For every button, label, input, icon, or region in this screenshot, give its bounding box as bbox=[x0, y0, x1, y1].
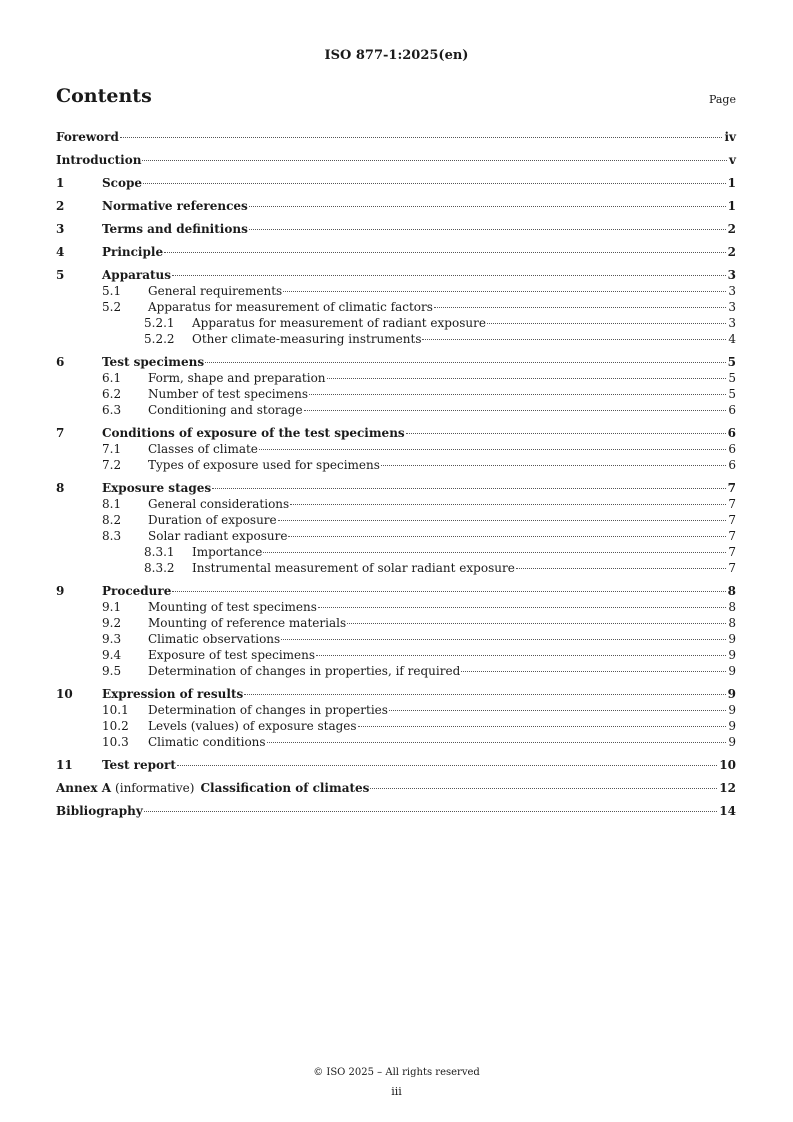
toc-entry-page: 8 bbox=[727, 584, 736, 598]
toc-entry-page: v bbox=[729, 153, 736, 167]
toc-entry-section-4[interactable] bbox=[56, 244, 736, 260]
toc-entry-section-5-2[interactable] bbox=[56, 299, 736, 315]
toc-entry-section-8[interactable] bbox=[56, 480, 736, 496]
dot-leader bbox=[249, 228, 726, 230]
dot-leader bbox=[278, 519, 727, 521]
dot-leader bbox=[172, 590, 725, 592]
dot-leader bbox=[316, 654, 726, 656]
toc-entry-section-6-3[interactable] bbox=[56, 402, 736, 418]
dot-leader bbox=[259, 448, 726, 450]
toc-entry-title: Foreword bbox=[56, 130, 119, 144]
dot-leader bbox=[406, 432, 726, 434]
toc-entry-section-1[interactable] bbox=[56, 175, 736, 191]
toc-entry-number: 2 bbox=[56, 199, 65, 213]
dot-leader bbox=[370, 787, 717, 789]
toc-entry-title: Terms and definitions bbox=[102, 222, 248, 236]
toc-entry-section-7[interactable] bbox=[56, 425, 736, 441]
toc-entry-title: Exposure stages bbox=[102, 481, 212, 495]
toc-entry-annex-a[interactable] bbox=[56, 780, 736, 796]
toc-entry-page: 7 bbox=[727, 481, 736, 495]
toc-entry-section-10-1[interactable] bbox=[56, 702, 736, 718]
toc-entry-section-6-1[interactable] bbox=[56, 370, 736, 386]
toc-entry-page: 9 bbox=[728, 632, 736, 646]
toc-entry-number: 11 bbox=[56, 758, 73, 772]
dot-leader bbox=[288, 535, 726, 537]
toc-entry-section-5-2-2[interactable] bbox=[56, 331, 736, 347]
toc-entry-page: 3 bbox=[728, 300, 736, 314]
dot-leader bbox=[422, 338, 726, 340]
dot-leader bbox=[516, 567, 727, 569]
toc-entry-number: 5 bbox=[56, 268, 65, 282]
toc-entry-number: 8.1 bbox=[102, 497, 122, 511]
toc-entry-number: 4 bbox=[56, 245, 65, 259]
annex-type: (informative) bbox=[115, 781, 195, 795]
toc-entry-page: 12 bbox=[719, 781, 736, 795]
toc-entry-title: Introduction bbox=[56, 153, 142, 167]
contents-title: Contents bbox=[56, 85, 152, 107]
toc-entry-title: Determination of changes in properties, if required bbox=[148, 664, 461, 678]
toc-entry-number: 10.2 bbox=[102, 719, 129, 733]
toc-entry-bibliography[interactable] bbox=[56, 803, 736, 819]
toc-entry-page: 7 bbox=[728, 497, 736, 511]
dot-leader bbox=[487, 322, 726, 324]
toc-entry-number: 8.3 bbox=[102, 529, 122, 543]
toc-entry-page: 14 bbox=[719, 804, 736, 818]
toc-entry-section-5-1[interactable] bbox=[56, 283, 736, 299]
toc-entry-number: 1 bbox=[56, 176, 65, 190]
toc-entry-section-9[interactable] bbox=[56, 583, 736, 599]
toc-entry-section-3[interactable] bbox=[56, 221, 736, 237]
toc-entry-section-5-2-1[interactable] bbox=[56, 315, 736, 331]
toc-entry-section-10-3[interactable] bbox=[56, 734, 736, 750]
toc-entry-section-8-3-2[interactable] bbox=[56, 560, 736, 576]
page-number: iii bbox=[391, 1085, 402, 1098]
toc-entry-title: Importance bbox=[192, 545, 263, 559]
dot-leader bbox=[358, 725, 727, 727]
toc-entry-title: Apparatus bbox=[102, 268, 171, 282]
toc-entry-section-7-1[interactable] bbox=[56, 441, 736, 457]
toc-entry-title: Other climate-measuring instruments bbox=[192, 332, 422, 346]
toc-entry-page: 1 bbox=[727, 199, 736, 213]
toc-entry-title: Exposure of test specimens bbox=[148, 648, 316, 662]
dot-leader bbox=[347, 622, 726, 624]
toc-entry-title: Instrumental measurement of solar radiant exposure bbox=[192, 561, 515, 575]
toc-entry-title: Solar radiant exposure bbox=[148, 529, 288, 543]
toc-entry-title: Climatic conditions bbox=[148, 735, 266, 749]
dot-leader bbox=[172, 274, 726, 276]
toc-entry-title: Scope bbox=[102, 176, 143, 190]
dot-leader bbox=[244, 693, 725, 695]
toc-entry-page: 9 bbox=[728, 648, 736, 662]
dot-leader bbox=[327, 377, 727, 379]
toc-entry-number: 8 bbox=[56, 481, 65, 495]
dot-leader bbox=[290, 503, 726, 505]
toc-entry-page: 6 bbox=[727, 426, 736, 440]
toc-entry-title: Expression of results bbox=[102, 687, 244, 701]
toc-entry-number: 10 bbox=[56, 687, 73, 701]
toc-entry-title: Bibliography bbox=[56, 804, 143, 818]
toc-entry-page: 4 bbox=[728, 332, 736, 346]
dot-leader bbox=[143, 182, 726, 184]
toc-entry-number: 8.3.1 bbox=[144, 545, 175, 559]
toc-entry-page: 2 bbox=[727, 245, 736, 259]
dot-leader bbox=[249, 205, 726, 207]
toc-entry-page: 6 bbox=[728, 403, 736, 417]
dot-leader bbox=[177, 764, 717, 766]
toc-entry-page: iv bbox=[724, 130, 736, 144]
toc-entry-number: 10.3 bbox=[102, 735, 129, 749]
toc-entry-title: Procedure bbox=[102, 584, 172, 598]
toc-entry-number: 9 bbox=[56, 584, 65, 598]
toc-entry-page: 7 bbox=[728, 513, 736, 527]
toc-entry-title: Mounting of test specimens bbox=[148, 600, 317, 614]
toc-entry-page: 2 bbox=[727, 222, 736, 236]
dot-leader bbox=[283, 290, 726, 292]
toc-entry-page: 7 bbox=[728, 561, 736, 575]
toc-entry-number: 9.2 bbox=[102, 616, 122, 630]
toc-entry-number: 8.3.2 bbox=[144, 561, 175, 575]
toc-entry-page: 3 bbox=[727, 268, 736, 282]
toc-entry-section-9-5[interactable] bbox=[56, 663, 736, 679]
toc-entry-title: Conditioning and storage bbox=[148, 403, 303, 417]
dot-leader bbox=[281, 638, 726, 640]
toc-entry-title: Apparatus for measurement of climatic factors bbox=[148, 300, 433, 314]
table-of-contents bbox=[56, 129, 736, 819]
toc-entry-number: 5.2 bbox=[102, 300, 122, 314]
toc-entry-page: 8 bbox=[728, 600, 736, 614]
dot-leader bbox=[461, 670, 726, 672]
toc-entry-page: 9 bbox=[728, 719, 736, 733]
toc-entry-title: Types of exposure used for specimens bbox=[148, 458, 380, 472]
toc-entry-number: 6 bbox=[56, 355, 65, 369]
toc-entry-title: Classes of climate bbox=[148, 442, 258, 456]
copyright-notice: © ISO 2025 – All rights reserved bbox=[313, 1067, 480, 1078]
annex-title: Classification of climates bbox=[200, 781, 370, 795]
toc-entry-page: 8 bbox=[728, 616, 736, 630]
toc-entry-page: 5 bbox=[728, 387, 736, 401]
dot-leader bbox=[164, 251, 726, 253]
document-identifier: ISO 877-1:2025(en) bbox=[324, 48, 469, 63]
toc-entry-section-6[interactable] bbox=[56, 354, 736, 370]
dot-leader bbox=[434, 306, 726, 308]
toc-entry-section-9-4[interactable] bbox=[56, 647, 736, 663]
dot-leader bbox=[142, 159, 727, 161]
toc-entry-page: 7 bbox=[728, 545, 736, 559]
toc-entry-title: Mounting of reference materials bbox=[148, 616, 347, 630]
toc-entry-section-7-2[interactable] bbox=[56, 457, 736, 473]
dot-leader bbox=[205, 361, 726, 363]
toc-entry-section-9-3[interactable] bbox=[56, 631, 736, 647]
toc-entry-title: Number of test specimens bbox=[148, 387, 309, 401]
toc-entry-number: 3 bbox=[56, 222, 65, 236]
toc-entry-page: 3 bbox=[728, 284, 736, 298]
toc-entry-number: 8.2 bbox=[102, 513, 122, 527]
toc-entry-title: Conditions of exposure of the test specimens bbox=[102, 426, 405, 440]
toc-entry-section-9-1[interactable] bbox=[56, 599, 736, 615]
toc-entry-section-8-3[interactable] bbox=[56, 528, 736, 544]
toc-entry-title: Form, shape and preparation bbox=[148, 371, 326, 385]
toc-entry-page: 6 bbox=[728, 442, 736, 456]
toc-entry-number: 9.4 bbox=[102, 648, 122, 662]
toc-entry-title: Levels (values) of exposure stages bbox=[148, 719, 357, 733]
toc-entry-title: Test report bbox=[102, 758, 176, 772]
toc-entry-section-10-2[interactable] bbox=[56, 718, 736, 734]
toc-entry-title: Normative references bbox=[102, 199, 248, 213]
toc-entry-title: Duration of exposure bbox=[148, 513, 277, 527]
toc-entry-section-5[interactable] bbox=[56, 267, 736, 283]
toc-entry-foreword[interactable] bbox=[56, 129, 736, 145]
toc-entry-title: Apparatus for measurement of radiant exposure bbox=[192, 316, 486, 330]
toc-entry-section-10[interactable] bbox=[56, 686, 736, 702]
toc-entry-title bbox=[56, 780, 369, 796]
toc-entry-number: 5.2.1 bbox=[144, 316, 175, 330]
toc-entry-number: 9.5 bbox=[102, 664, 122, 678]
toc-entry-page: 9 bbox=[728, 703, 736, 717]
toc-entry-section-8-1[interactable] bbox=[56, 496, 736, 512]
toc-entry-number: 6.1 bbox=[102, 371, 122, 385]
dot-leader bbox=[212, 487, 725, 489]
dot-leader bbox=[304, 409, 727, 411]
toc-entry-title: General requirements bbox=[148, 284, 283, 298]
toc-entry-section-9-2[interactable] bbox=[56, 615, 736, 631]
dot-leader bbox=[381, 464, 726, 466]
toc-entry-number: 7 bbox=[56, 426, 65, 440]
toc-entry-page: 1 bbox=[727, 176, 736, 190]
toc-entry-page: 6 bbox=[728, 458, 736, 472]
annex-label: Annex A bbox=[56, 781, 112, 795]
dot-leader bbox=[144, 810, 718, 812]
toc-entry-number: 5.1 bbox=[102, 284, 122, 298]
dot-leader bbox=[389, 709, 726, 711]
toc-entry-title: Determination of changes in properties bbox=[148, 703, 388, 717]
toc-entry-page: 7 bbox=[728, 529, 736, 543]
toc-entry-page: 9 bbox=[728, 664, 736, 678]
dot-leader bbox=[318, 606, 726, 608]
toc-entry-number: 9.1 bbox=[102, 600, 122, 614]
toc-entry-number: 5.2.2 bbox=[144, 332, 175, 346]
dot-leader bbox=[120, 136, 723, 138]
toc-entry-number: 7.2 bbox=[102, 458, 122, 472]
toc-entry-number: 10.1 bbox=[102, 703, 129, 717]
toc-entry-number: 6.2 bbox=[102, 387, 122, 401]
toc-entry-page: 5 bbox=[727, 355, 736, 369]
toc-entry-number: 6.3 bbox=[102, 403, 122, 417]
toc-entry-number: 7.1 bbox=[102, 442, 122, 456]
toc-entry-page: 9 bbox=[728, 735, 736, 749]
toc-entry-page: 9 bbox=[727, 687, 736, 701]
toc-entry-title: Climatic observations bbox=[148, 632, 281, 646]
dot-leader bbox=[267, 741, 727, 743]
toc-entry-page: 3 bbox=[728, 316, 736, 330]
toc-entry-title: Principle bbox=[102, 245, 164, 259]
toc-entry-section-8-2[interactable] bbox=[56, 512, 736, 528]
toc-entry-introduction[interactable] bbox=[56, 152, 736, 168]
toc-entry-page: 10 bbox=[719, 758, 736, 772]
page-column-label: Page bbox=[708, 93, 736, 106]
toc-entry-section-2[interactable] bbox=[56, 198, 736, 214]
toc-entry-section-8-3-1[interactable] bbox=[56, 544, 736, 560]
dot-leader bbox=[309, 393, 726, 395]
toc-entry-section-6-2[interactable] bbox=[56, 386, 736, 402]
dot-leader bbox=[263, 551, 726, 553]
toc-entry-page: 5 bbox=[728, 371, 736, 385]
toc-entry-section-11[interactable] bbox=[56, 757, 736, 773]
toc-entry-title: General considerations bbox=[148, 497, 290, 511]
toc-entry-title: Test specimens bbox=[102, 355, 205, 369]
toc-entry-number: 9.3 bbox=[102, 632, 122, 646]
